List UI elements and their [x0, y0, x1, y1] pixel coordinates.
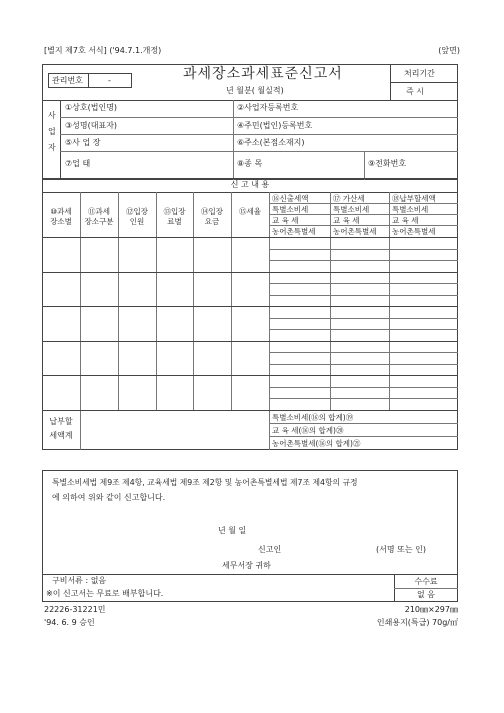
- field-resident-reg-no: ④주민(법인)등록번호: [237, 121, 313, 130]
- table-subrow-line: [269, 249, 458, 250]
- table-row-line: [42, 341, 458, 342]
- operator-side-label-3: 자: [48, 143, 56, 152]
- table-subrow-line: [269, 352, 458, 353]
- form-title: 과세장소과세표준신고서: [183, 66, 343, 82]
- col-type-1: ⑪과세: [88, 207, 110, 216]
- process-period-value: 즉 시: [406, 87, 424, 96]
- col-persons-1: ⑫입장: [126, 207, 148, 216]
- col-fee-1: ⑭입장: [201, 207, 223, 216]
- table-row-line: [42, 306, 458, 307]
- col-fee-2: 요금: [204, 217, 220, 226]
- col-place-2: 장소별: [50, 217, 72, 226]
- col-computed-tax: ⑯신출세액: [272, 194, 309, 203]
- field-representative: ③성명(대표자): [65, 121, 118, 130]
- col-persons-2: 인원: [129, 217, 145, 226]
- signature-label: (서명 또는 인): [376, 545, 426, 554]
- process-period-label: 처리기간: [404, 69, 435, 78]
- declaration-date: 년 월 일: [218, 526, 247, 535]
- field-workplace: ⑤사 업 장: [65, 138, 101, 147]
- total-label-2: 세액계: [49, 431, 73, 440]
- table-subrow-line: [269, 387, 458, 388]
- declaration-text-2: 에 의하여 위와 같이 신고합니다.: [52, 493, 166, 502]
- table-subrow-line: [269, 398, 458, 399]
- total-label-1: 납부할: [49, 417, 73, 426]
- table-subrow-line: [269, 295, 458, 296]
- page-side: (앞면): [438, 46, 460, 55]
- col-fee-type-2: 료별: [167, 217, 182, 226]
- fee-value: 없 음: [417, 590, 435, 599]
- total-special: 특별소비세(⑯의 합계)⑲: [272, 413, 354, 422]
- report-header: 신 고 내 용: [230, 180, 270, 189]
- table-row-line: [42, 375, 458, 376]
- sub1-rural: 농어촌특별세: [272, 227, 316, 236]
- reporter-label: 신고인: [258, 545, 282, 554]
- col-tax-rate: ⑮세율: [239, 207, 261, 216]
- total-education: 교 육 세(⑯의 합계)⑳: [272, 426, 344, 435]
- sub2-rural: 농어촌특별세: [333, 227, 377, 236]
- field-business-type: ⑦업 태: [65, 159, 91, 168]
- mgmt-number-label: 관리번호: [52, 76, 83, 85]
- paper-spec: 인쇄용지(특급) 70g/㎡: [376, 618, 458, 627]
- sub1-education: 교 육 세: [272, 216, 299, 225]
- table-subrow-line: [269, 318, 458, 319]
- sub3-rural: 농어촌특별세: [392, 227, 436, 236]
- report-period: 년 월분( 월실적): [226, 86, 284, 95]
- col-payable-tax: ⑱납부할세액: [392, 194, 436, 203]
- col-fee-type-1: ⑬입장: [163, 207, 186, 216]
- field-phone: ⑨전화번호: [368, 159, 407, 168]
- mgmt-number-value: -: [108, 76, 111, 85]
- required-docs: 구비서류 : 없음: [52, 576, 107, 585]
- table-subrow-line: [269, 283, 458, 284]
- col-place-1: ⑩과세: [50, 207, 72, 216]
- table-row-line: [42, 272, 458, 273]
- free-distribution-note: ※이 신고서는 무료로 배부합니다.: [46, 589, 164, 598]
- form-code: 22226-31221민: [44, 605, 106, 614]
- approval-date: '94. 6. 9 승인: [44, 618, 95, 627]
- table-subrow-line: [269, 364, 458, 365]
- operator-side-label-2: 업: [48, 127, 56, 136]
- addressee: 세무서장 귀하: [222, 561, 271, 570]
- col-type-2: 장소구분: [84, 217, 114, 226]
- paper-size: 210㎜×297㎜: [404, 605, 458, 614]
- table-subrow-line: [269, 329, 458, 330]
- field-business-name: ①상호(법인명): [65, 103, 118, 112]
- field-business-item: ⑧종 목: [237, 159, 263, 168]
- sub1-special: 특별소비세: [272, 205, 309, 214]
- operator-side-label-1: 사: [48, 111, 56, 120]
- sub2-special: 특별소비세: [333, 205, 370, 214]
- table-subrow-line: [269, 260, 458, 261]
- form-number: [별지 제7호 서식] ('94.7.1.개정): [44, 46, 162, 55]
- sub3-special: 특별소비세: [392, 205, 429, 214]
- col-additional-tax: ⑰ 가산세: [333, 194, 365, 203]
- declaration-text-1: 특별소비세법 제9조 제4항, 교육세법 제9조 제2항 및 농어촌특별세법 제7조 제4항의 규정: [52, 478, 358, 487]
- total-rural: 농어촌특별세(⑯의 합계)㉑: [272, 439, 361, 448]
- sub3-education: 교 육 세: [392, 216, 419, 225]
- field-business-reg-no: ②사업자등록번호: [237, 103, 299, 112]
- sub2-education: 교 육 세: [333, 216, 360, 225]
- field-address: ⑥주소(본점소재지): [237, 138, 305, 147]
- fee-label: 수수료: [414, 577, 438, 586]
